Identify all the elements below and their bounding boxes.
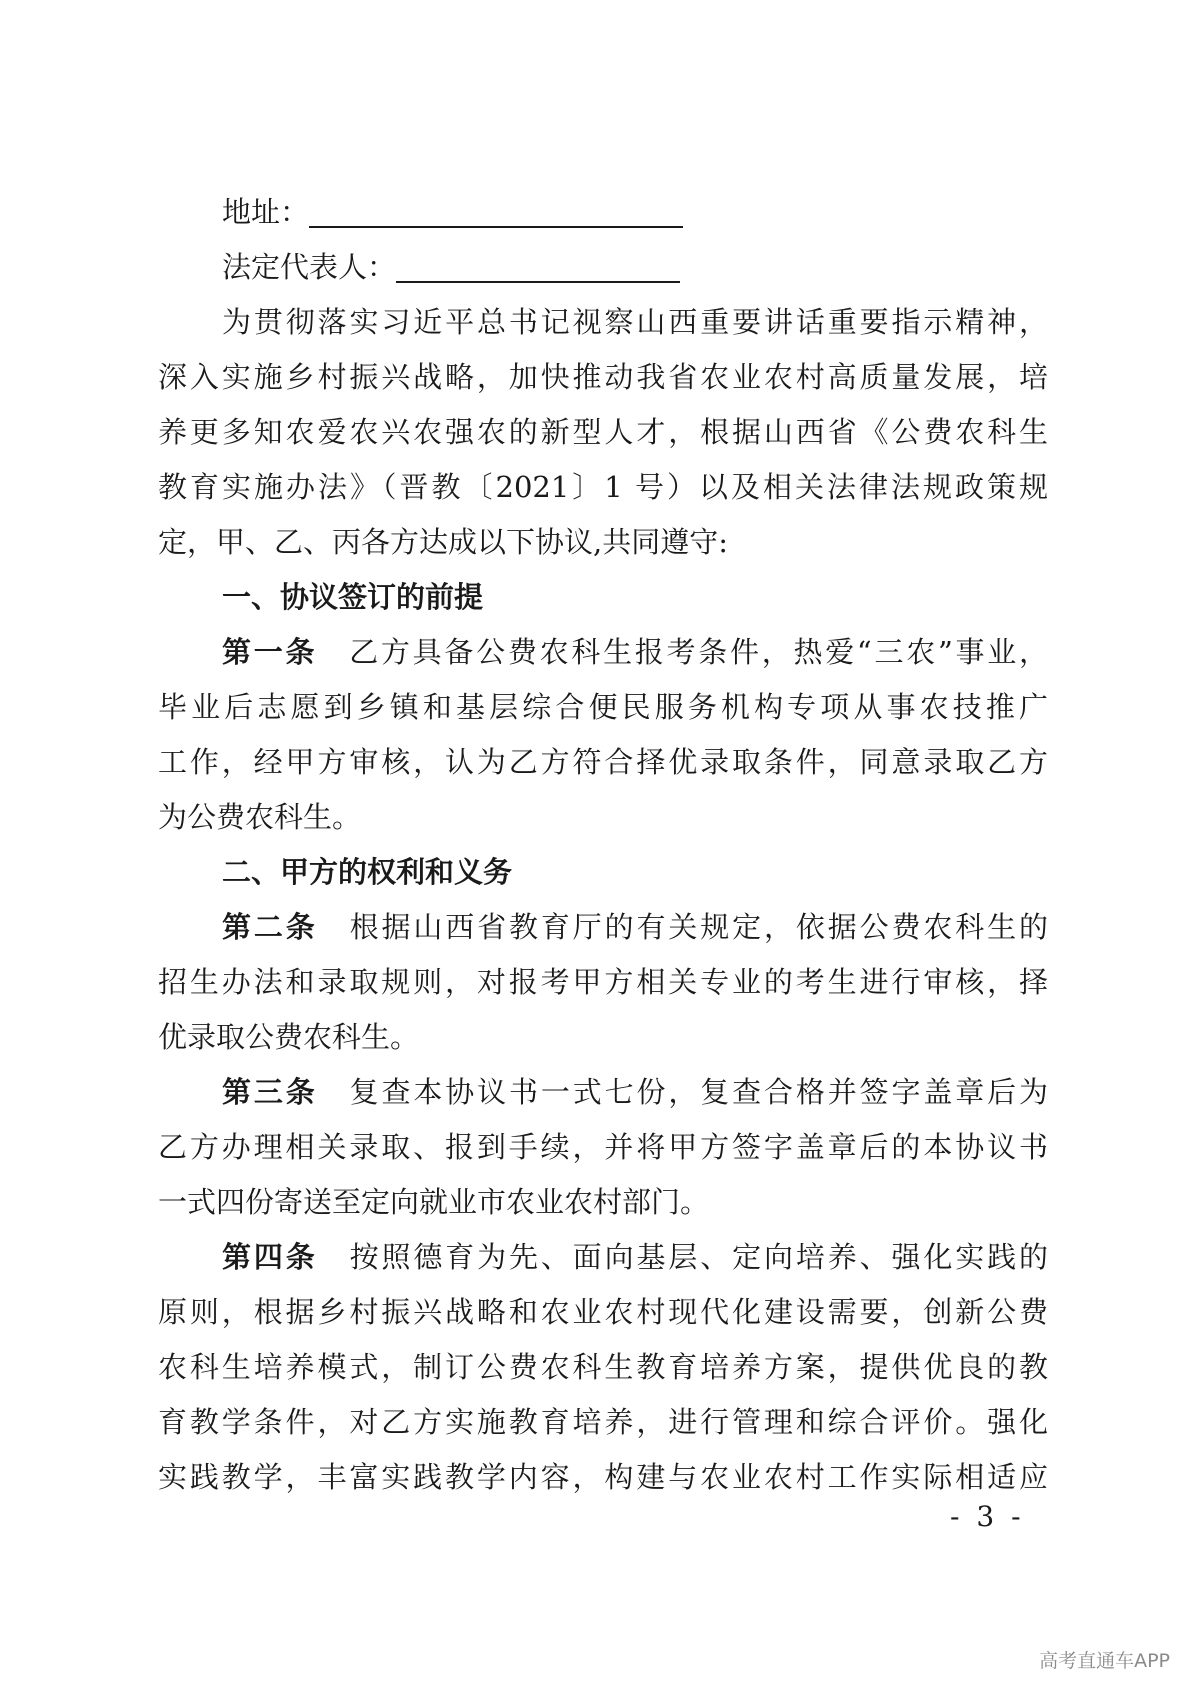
preamble-line: 为贯彻落实习近平总书记视察山西重要讲话重要指示精神， <box>222 305 1048 339</box>
article-4-label: 第四条 <box>222 1240 318 1274</box>
article-4-line: 育教学条件，对乙方实施教育培养，进行管理和综合评价。强化 <box>158 1405 1048 1439</box>
app-watermark: 高考直通车APP <box>1039 1650 1170 1672</box>
article-1-line: 为公费农科生。 <box>158 800 362 834</box>
section-heading-2: 二、甲方的权利和义务 <box>222 855 513 889</box>
article-3-line: 乙方办理相关录取、报到手续，并将甲方签字盖章后的本协议书 <box>158 1130 1048 1164</box>
address-field <box>158 185 1048 240</box>
article-3-first-line <box>158 1065 1048 1120</box>
article-2-label: 第二条 <box>222 910 318 944</box>
article-3-line: 一式四份寄送至定向就业市农业农村部门。 <box>158 1185 710 1219</box>
article-1-first-line <box>158 625 1048 680</box>
preamble-line: 养更多知农爱农兴农强农的新型人才，根据山西省《公费农科生 <box>158 415 1048 449</box>
address-label: 地址： <box>222 195 310 229</box>
page-number: - 3 - <box>950 1500 1025 1533</box>
address-blank[interactable] <box>309 186 683 228</box>
article-4-line: 原则，根据乡村振兴战略和农业农村现代化建设需要，创新公费 <box>158 1295 1048 1329</box>
document-page <box>158 185 1048 1505</box>
article-4-text: 按照德育为先、面向基层、定向培养、强化实践的 <box>349 1240 1048 1274</box>
article-3-label: 第三条 <box>222 1075 318 1109</box>
article-1-text: 乙方具备公费农科生报考条件，热爱“三农”事业， <box>349 635 1048 669</box>
representative-blank[interactable] <box>396 241 680 283</box>
article-2-line: 招生办法和录取规则，对报考甲方相关专业的考生进行审核，择 <box>158 965 1048 999</box>
representative-field <box>158 240 1048 295</box>
article-1-label: 第一条 <box>222 635 318 669</box>
representative-label: 法定代表人： <box>222 250 397 284</box>
article-4-line: 实践教学，丰富实践教学内容，构建与农业农村工作实际相适应 <box>158 1460 1048 1494</box>
preamble-line: 定，甲、乙、丙各方达成以下协议,共同遵守: <box>158 525 728 559</box>
article-2-line: 优录取公费农科生。 <box>158 1020 420 1054</box>
preamble-line: 教育实施办法》（晋教〔2021〕1 号）以及相关法律法规政策规 <box>158 470 1048 504</box>
article-3-text: 复查本协议书一式七份，复查合格并签字盖章后为 <box>349 1075 1048 1109</box>
article-1-line: 毕业后志愿到乡镇和基层综合便民服务机构专项从事农技推广 <box>158 690 1048 724</box>
section-heading-1: 一、协议签订的前提 <box>222 580 484 614</box>
article-1-line: 工作，经甲方审核，认为乙方符合择优录取条件，同意录取乙方 <box>158 745 1048 779</box>
article-4-line: 农科生培养模式，制订公费农科生教育培养方案，提供优良的教 <box>158 1350 1048 1384</box>
preamble-line: 深入实施乡村振兴战略，加快推动我省农业农村高质量发展，培 <box>158 360 1048 394</box>
article-2-first-line <box>158 900 1048 955</box>
article-4-first-line <box>158 1230 1048 1285</box>
article-2-text: 根据山西省教育厅的有关规定，依据公费农科生的 <box>349 910 1048 944</box>
